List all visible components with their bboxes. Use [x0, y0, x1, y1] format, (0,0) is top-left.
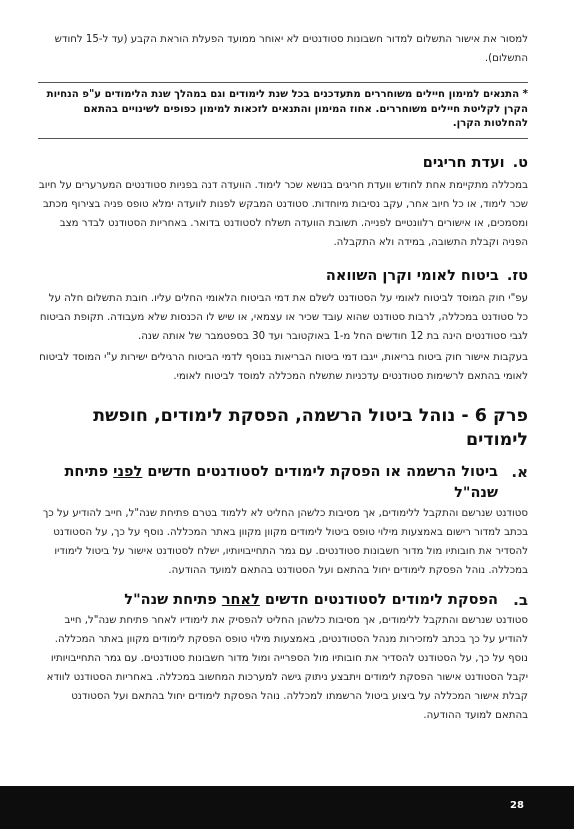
subsection-a-heading: [38, 462, 528, 504]
section-heading-exceptions-committee: [38, 153, 528, 173]
section-title: ביטוח לאומי וקרן השוואה: [325, 267, 499, 284]
intro-paragraph: למסור את אישור התשלום למדור חשבונות סטודנטים לא יאוחר ממועד הפעלת הוראת הקבע (עד ל-15 לחודש התשלום).: [54, 34, 528, 64]
section-title: ועדת חריגים: [422, 154, 505, 171]
page-number: 28: [510, 800, 524, 811]
subsection-title: [124, 590, 498, 611]
funding-note-box: [38, 82, 528, 139]
title-part: פתיחת שנה"ל: [124, 591, 222, 608]
title-underlined: לאחר: [221, 591, 260, 608]
subsection-letter: ב.: [513, 590, 528, 609]
subsection-a-paragraph: סטודנט שנרשם והתקבל ללימודים, אך מסיבות כלשהן החליט לא ללמוד בטרם פתיחת שנה"ל, חייב להודיע על כך בכתב למדור רישום באמצעות מילוי טופס ביטול לימודים מקוון מקוון באתר המכללה. נוסף על כך, על הסטודנט להסדיר את חובותיו מול מדור חשבונות סטודנטים. עם גמר התחייבויותיו, ישלח לסטודנט אישור על ביטול לימודיו במכללה. נוהל הפסקת לימודים יחול בהתאם ועל הסטודנט בהתאם למועד ההודעה.: [42, 507, 528, 576]
section-number: טז.: [506, 267, 528, 284]
national-insurance-paragraph-2: בעקבות אישור חוק ביטוח בריאות, ייגבו דמי ביטוח הבריאות בנוסף לדמי הביטוח הרגילים ישירות ע"י המוסד לביטוח לאומי בהתאם לרשימות סטודנטים עדכניות שתשלח המכללה למוסד לביטוח לאומי.: [39, 351, 528, 382]
national-insurance-paragraph-1: עפ"י חוק המוסד לביטוח לאומי על הסטודנט לשלם את דמי הביטוח הלאומי החלים עליו. חובת התשלום חלה על כל סטודנט במכללה, לרבות סטודנט שהוא עובד שכיר או עצמאי, או שיש לו הכנסות שלא מעבודה. תקופת הביטוח לגבי סטודנטים הינה בת 12 חודשים החל מ-1 באוקטובר ועד 30 בספטמבר של אותה שנה.: [39, 292, 528, 342]
subsection-title: [38, 462, 498, 504]
subsection-letter: א.: [511, 462, 528, 481]
title-underlined: לפני: [113, 463, 143, 480]
funding-note-text: * התנאים למימון חיילים משוחררים מתעדכנים בכל שנת לימודים וגם במהלך שנת הלימודים ע"פ הנחיות הקרן לקליטת חיילים משוחררים. אחוז המימון והתנאים לזכאות למימון כפופים לשינויים בהתאם להחלטות הקרן.: [46, 89, 528, 129]
title-part: פתיחת שנה"ל: [64, 463, 498, 501]
exceptions-committee-paragraph: במכללה מתקיימת אחת לחודש וועדת חריגים בנושא שכר לימוד. הוועדה דנה בפניות סטודנטים המערערים על חיוב שכר לימוד, או כל חיוב אחר, עקב נסיבות מיוחדות. סטודנט המבקש לפנות לוועדה ימלא טופס פניה בצירוף מכתב ומסמכים, או אישורים רלוונטיים לפנייה. תשובת הוועדה תשלח לסטודנט בדואר. באחריות הסטודנט לבדר מצב הפניה וקבלת התשובה, במידה ולא התקבלה.: [38, 179, 528, 248]
section-number: ט.: [512, 154, 528, 171]
chapter-6-heading: פרק 6 - נוהל ביטול הרשמה, הפסקת לימודים, חופשת לימודים: [93, 405, 528, 450]
title-part: הפסקת לימודים לסטודנטים חדשים: [259, 591, 498, 608]
subsection-b-paragraph: סטודנט שנרשם והתקבל ללימודים, אך מסיבות כלשהן החליט להפסיק את לימודיו לאחר פתיחת שנה"ל, חייב להודיע על כך בכתב למזכירות מנהל הסטודנטים, באמצעות מילוי טופס הפסקת לימודים מקוון באתר המכללה. נוסף על כך, על הסטודנט להסדיר את חובותיו מול הספרייה ומול מדור חשבונות סטודנטים. עם גמר התחייבויותיו יקבל הסטודנט אישור הפסקת לימודים ויתבצע ניתוק גישה למערכות המחשוב במכללה. באחריות הסטודנט לוודא קבלת אישור המכללה על ביצוע ביטול הרשמתו למכללה. נוהל הפסקת לימודים יחול בהתאם ועל הסטודנט בהתאם למועד ההודעה.: [46, 614, 528, 721]
subsection-b-heading: [38, 590, 528, 611]
page-footer-bar: [0, 786, 574, 829]
page-content: [38, 30, 528, 725]
section-heading-national-insurance: [38, 266, 528, 286]
title-part: ביטול הרשמה או הפסקת לימודים לסטודנטים חדשים: [142, 463, 498, 480]
